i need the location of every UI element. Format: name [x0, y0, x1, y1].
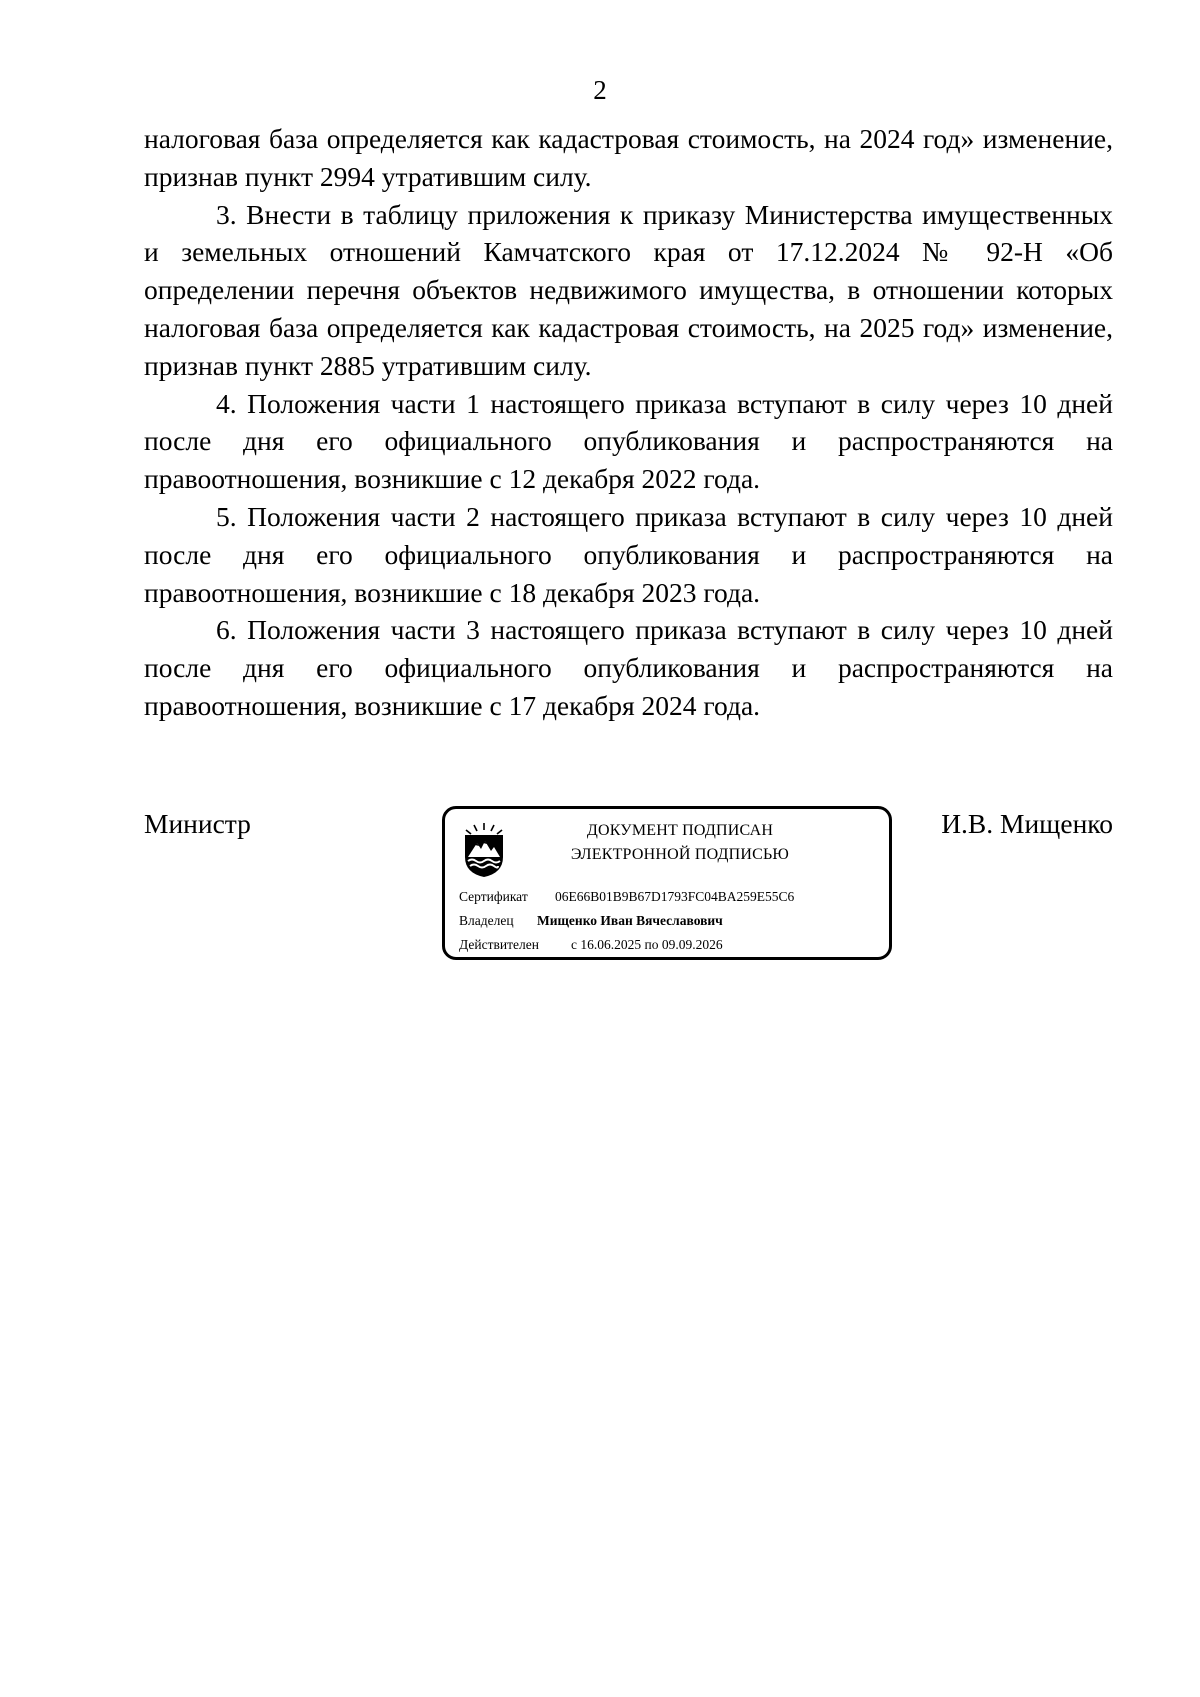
valid-value: с 16.06.2025 по 09.09.2026 [571, 937, 723, 952]
document-body [144, 120, 1113, 725]
owner-label: Владелец [459, 913, 514, 928]
owner-value: Мищенко Иван Вячеславович [537, 913, 723, 928]
paragraph-item-5: 5. Положения части 2 настоящего приказа вступают в силу через 10 дней после дня его официального опубликования и распространяются на правоотношения, возникшие с 18 декабря 2023 года. [144, 500, 1113, 608]
paragraph-item-3: 3. Внести в таблицу приложения к приказу Министерства имущественных и земельных отношений Камчатского края от 17.12.2024 № 92-Н «Об определении перечня объектов недвижимого имущества, в отношении которых налоговая база определяется как кадастровая стоимость, на 2025 год» изменение, признав пункт 2885 утратившим силу. [144, 198, 1113, 381]
stamp-owner-row [459, 911, 723, 931]
certificate-label: Сертификат [459, 889, 528, 904]
signature-block [144, 806, 1113, 966]
certificate-value: 06E66B01B9B67D1793FC04BA259E55C6 [555, 889, 795, 904]
valid-label: Действителен [459, 937, 539, 952]
stamp-header [515, 819, 845, 867]
stamp-header-line2: ЭЛЕКТРОННОЙ ПОДПИСЬЮ [570, 846, 790, 863]
stamp-validity-row [459, 935, 723, 955]
electronic-signature-stamp [442, 806, 892, 960]
signer-title: Министр [144, 808, 251, 839]
page-number: 2 [593, 75, 607, 105]
stamp-header-line1: ДОКУМЕНТ ПОДПИСАН [586, 822, 774, 839]
paragraph-item-6: 6. Положения части 3 настоящего приказа вступают в силу через 10 дней после дня его официального опубликования и распространяются на правоотношения, возникшие с 17 декабря 2024 года. [144, 614, 1113, 721]
paragraph-continuation: налоговая база определяется как кадастровая стоимость, на 2024 год» изменение, признав пункт 2994 утратившим силу. [144, 123, 1113, 192]
stamp-certificate-row [459, 887, 794, 907]
signer-name: И.В. Мищенко [941, 808, 1113, 839]
paragraph-item-4: 4. Положения части 1 настоящего приказа вступают в силу через 10 дней после дня его официального опубликования и распространяются на правоотношения, возникшие с 12 декабря 2022 года. [144, 387, 1113, 495]
kamchatka-coat-of-arms-icon [459, 821, 509, 879]
